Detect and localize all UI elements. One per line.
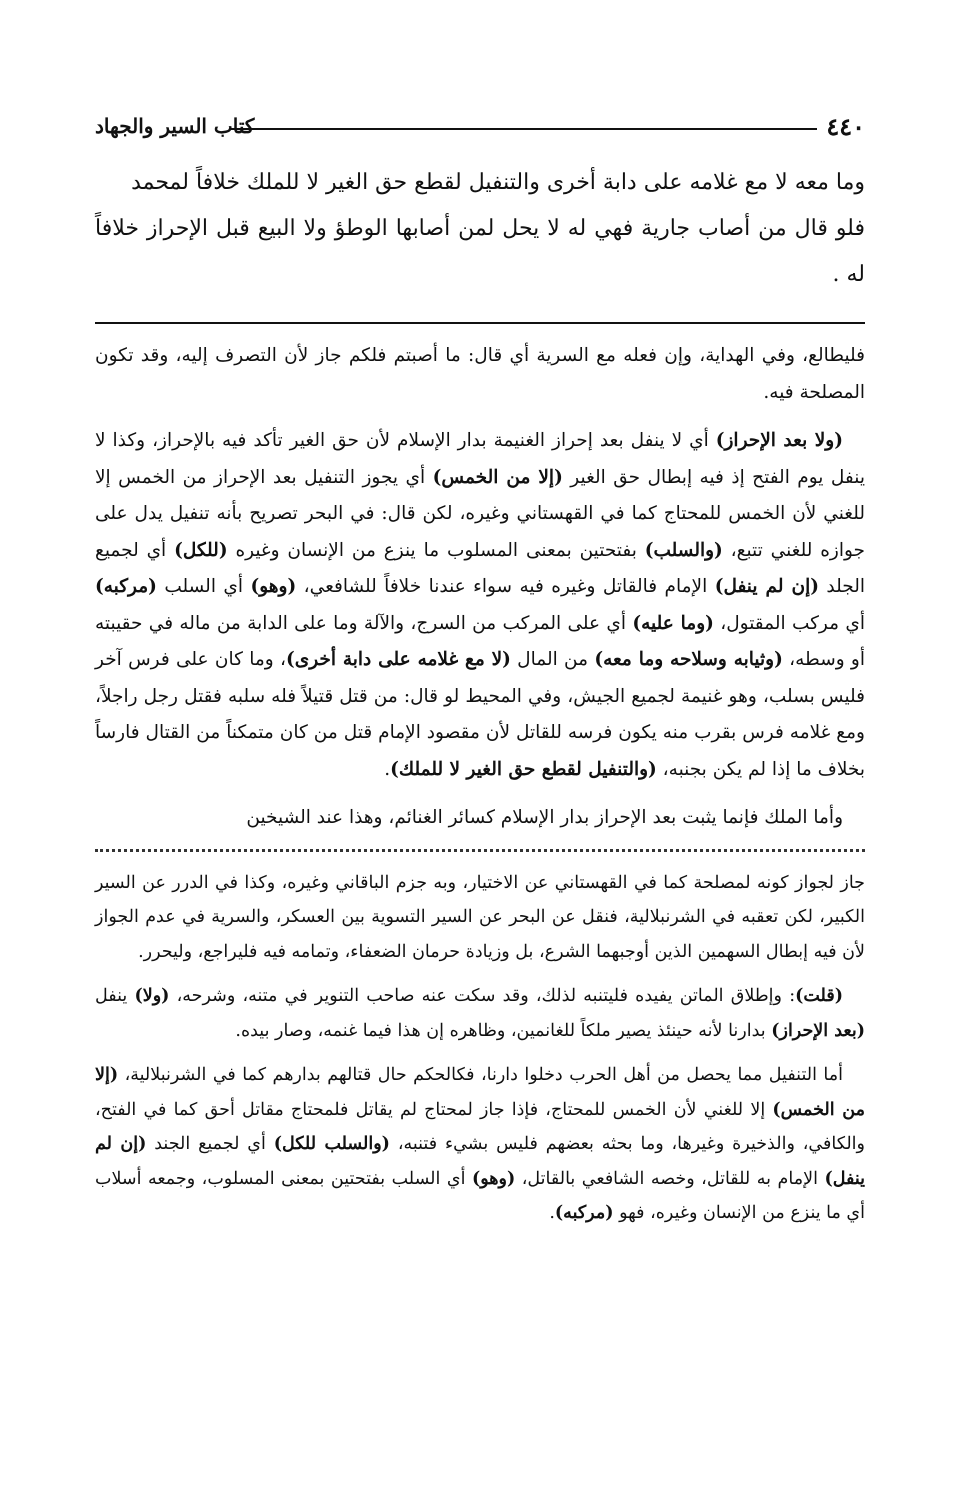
main-text-line: فلو قال من أصاب جارية فهي له لا يحل لمن أصابها الوطؤ ولا البيع قبل الإحراز خلافاً له . (95, 216, 865, 287)
quoted-text: (والسلب) (644, 539, 723, 561)
quoted-text: (للكل) (174, 539, 228, 561)
quoted-text: (مركبه) (554, 1203, 614, 1223)
quoted-text: (مركبه) (95, 576, 157, 597)
quoted-text: (وثيابه وسلاحه وما معه) (594, 649, 783, 670)
page-number: ٤٤٠ (826, 112, 865, 141)
footnote-divider (95, 849, 865, 852)
quoted-text: (إن لم ينفل) (714, 576, 819, 597)
quoted-text: (والسلب للكل) (273, 1134, 390, 1154)
quoted-text: (وهو) (250, 576, 297, 597)
commentary (95, 338, 865, 837)
main-text-line: وما معه لا مع غلامه على دابة أخرى والتنفيل لقطع حق الغير لا للملك خلافاً لمحمد (131, 170, 865, 195)
header-rule (230, 128, 817, 130)
commentary-paragraph: (ولا بعد الإحراز) أي لا ينفل بعد إحراز الغنيمة بدار الإسلام لأن حق الغير تأكد فيه بالإحراز، وكذا لا ينفل يوم الفتح إذ فيه إبطال حق الغير (إلا من الخمس) أي يجوز التنفيل بعد الإحراز من الخمس إلا للغني لأن الخمس للمحتاج كما في القهستاني وغيره، لكن قال: في البحر تصريح بأنه تنفيل يدل على جوازه للغني تتبع، (والسلب) بفتحتين بمعنى المسلوب ما ينزع من الإنسان وغيره (للكل) أي لجميع الجلد (إن لم ينفل) الإمام فالقاتل وغيره فيه سواء عندنا خلافاً للشافعي، (وهو) أي السلب (مركبه) أي مركب المقتول، (وما عليه) أي على المركب من السرج، والآلة وما على الدابة من ماله في حقيبته أو وسطه، (وثيابه وسلاحه وما معه) من المال (لا مع غلامه على دابة أخرى)، وما كان على فرس آخر فليس بسلب، وهو غنيمة لجميع الجيش، وفي المحيط لو قال: من قتل قتيلاً فله سلبه فقتل رجل راجلاً، ومع غلامه فرس بقرب منه يكون فرسه للقاتل لأن مقصود الإمام قتل من كان متمكناً من القتال فارساً بخلاف ما إذا لم يكن بجنبه، (والتنفيل لقطع حق الغير لا للملك). (95, 430, 866, 780)
quoted-text: (ولا بعد الإحراز) (715, 430, 843, 451)
page-header (95, 108, 865, 148)
footnote-paragraph: (قلت): وإطلاق الماتن يفيده فليتنبه لذلك، وقد سكت عنه صاحب التنوير في متنه، وشرحه، (ولا) ينفل (بعد الإحراز) بدارنا لأنه حينئذ يصير ملكاً للغانمين، وظاهره إن هذا فيما غنمه، وصار بيده. (95, 986, 865, 1041)
quoted-text: (إلا من الخمس) (432, 466, 563, 488)
footnote-paragraph: جاز لجواز كونه لمصلحة كما في القهستاني عن الاختيار، وبه جزم الباقاني وغيره، وكذا في الدرر عن السير الكبير، لكن تعقبه في الشرنبلالية، فنقل عن البحر عن السير التسوية بين العسكر، والسرية في عدم الجواز لأن فيه إبطال السهمين الذين أوجبهما الشرع، بل وزيادة حرمان الضعفاء، وتمامه فيه فليراجع، وليحرر. (95, 872, 865, 962)
commentary-paragraph: وأما الملك فإنما يثبت بعد الإحراز بدار الإسلام كسائر الغنائم، وهذا عند الشيخين (246, 807, 843, 828)
footnote-paragraph: أما التنفيل مما يحصل من أهل الحرب دخلوا دارنا، فكالحكم حال قتالهم بدارهم كما في الشرنبلالية، (إلا من الخمس) إلا للغني لأن الخمس للمحتاج، فإذا جاز لمحتاج لم يقاتل فلمحتاج مقاتل أحق كما في الفتح، والكافي، والذخيرة وغيرها، وما بحثه بعضهم فليس بشيء فتنبه، (والسلب للكل) أي لجميع الجند (إن لم ينفل) الإمام به للقاتل، وخصه الشافعي بالقاتل، (وهو) أي السلب بفتحتين بمعنى المسلوب، وجمعه أسلاب أي ما ينزع من الإنسان وغيره، فهو (مركبه). (95, 1065, 865, 1223)
quoted-text: (إن لم ينفل) (95, 1134, 865, 1189)
quoted-text: (ولا) (134, 986, 170, 1006)
commentary-paragraph: فليطالع، وفي الهداية، وإن فعله مع السرية أي قال: ما أصبتم فلكم جاز لأن التصرف إليه، وقد تكون المصلحة فيه. (95, 345, 865, 403)
quoted-text: (قلت) (795, 986, 843, 1006)
quoted-text: (إلا من الخمس) (95, 1065, 865, 1120)
quoted-text: (والتنفيل لقطع حق الغير لا للملك) (390, 758, 657, 780)
quoted-text: (لا مع غلامه على دابة أخرى) (285, 649, 511, 670)
quoted-text: (وهو) (471, 1168, 516, 1189)
book-title: كتاب السير والجهاد (95, 114, 255, 138)
quoted-text: (بعد الإحراز) (771, 1020, 865, 1041)
footnote-section (95, 866, 865, 1231)
main-text-divider (95, 322, 865, 324)
main-text (95, 160, 865, 298)
book-page (95, 108, 865, 1241)
quoted-text: (وما عليه) (632, 612, 714, 634)
